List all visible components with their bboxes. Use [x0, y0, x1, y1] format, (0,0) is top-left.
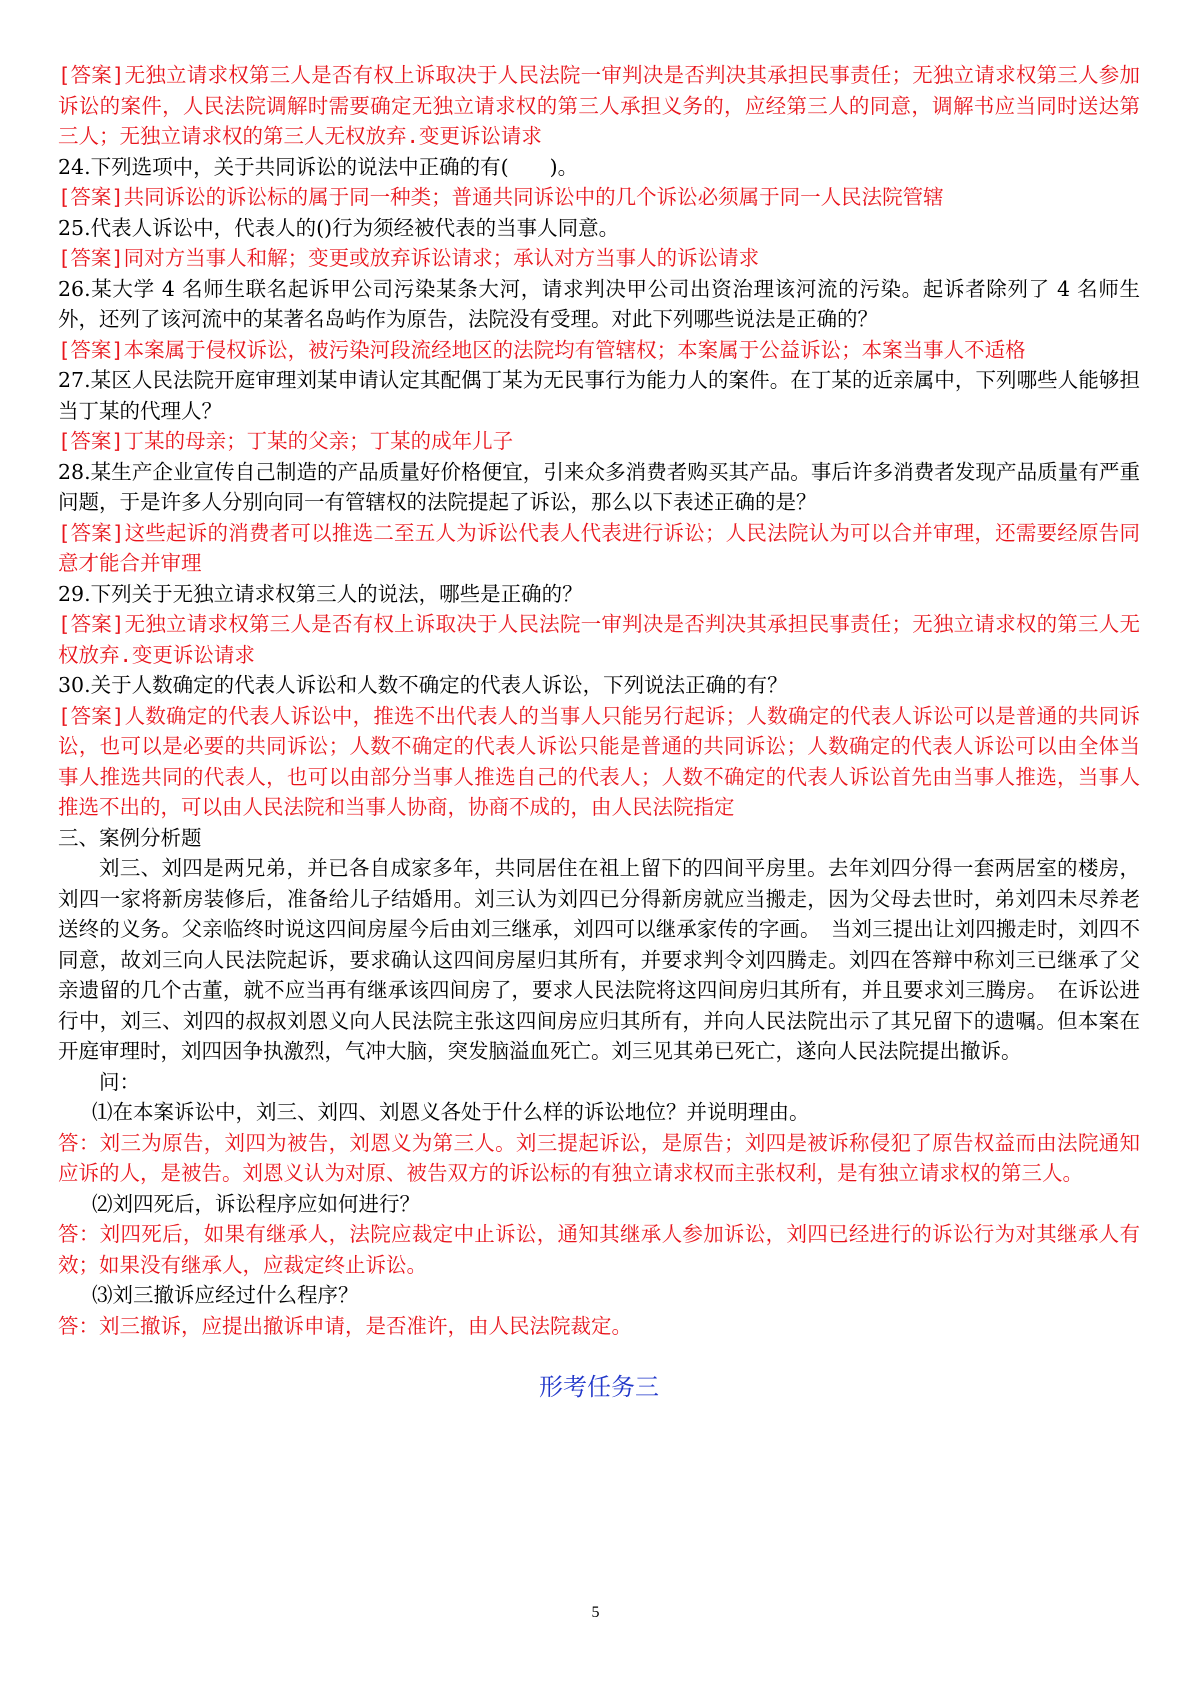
question-30: 30.关于人数确定的代表人诉讼和人数不确定的代表人诉讼，下列说法正确的有？: [58, 673, 788, 697]
question-28: 28.某生产企业宣传自己制造的产品质量好价格便宜，引来众多消费者购买其产品。事后许多消费者发现产品质量有严重问题，于是许多人分别向同一有管辖权的法院提起了诉讼，那么以下表述正确的是？: [58, 459, 1140, 514]
case-question-1: ⑴在本案诉讼中，刘三、刘四、刘恩义各处于什么样的诉讼地位？并说明理由。: [92, 1100, 810, 1124]
page-number: 5: [591, 1604, 600, 1621]
answer-26: [答案]本案属于侵权诉讼，被污染河段流经地区的法院均有管辖权；本案属于公益诉讼；本案当事人不适格: [58, 337, 1026, 362]
question-25: 25.代表人诉讼中，代表人的()行为须经被代表的当事人同意。: [58, 215, 620, 240]
case-answer-2: 答：刘四死后，如果有继承人，法院应裁定中止诉讼，通知其继承人参加诉讼，刘四已经进行的诉讼行为对其继承人有效；如果没有继承人，应裁定终止诉讼。: [58, 1222, 1140, 1277]
case-question-2: ⑵刘四死后，诉讼程序应如何进行？: [92, 1191, 420, 1216]
answer-25: [答案]同对方当事人和解；变更或放弃诉讼请求；承认对方当事人的诉讼请求: [58, 246, 760, 270]
case-section-title: 三、案例分析题: [58, 825, 202, 850]
answer-28: [答案]这些起诉的消费者可以推选二至五人为诉讼代表人代表进行诉讼；人民法院认为可以合并审理，还需要经原告同意才能合并审理: [58, 520, 1140, 575]
answer-29: [答案]无独立请求权第三人是否有权上诉取决于人民法院一审判决是否判决其承担民事责任；无独立请求权的第三人无权放弃.变更诉讼请求: [58, 612, 1140, 667]
answer-27: [答案]丁某的母亲；丁某的父亲；丁某的成年儿子: [58, 429, 514, 453]
question-24: 24.下列选项中，关于共同诉讼的说法中正确的有( )。: [58, 154, 579, 179]
case-question-3: ⑶刘三撤诉应经过什么程序？: [92, 1283, 359, 1307]
answer-30: [答案]人数确定的代表人诉讼中，推选不出代表人的当事人只能另行起诉；人数确定的代表人诉讼可以是普通的共同诉讼，也可以是必要的共同诉讼；人数不确定的代表人诉讼只能是普通的共同诉讼；人数确定的代表人诉讼可以由全体当事人推选共同的代表人，也可以由部分当事人推选自己的代表人；人数不确定的代表人诉讼首先由当事人推选，当事人推选不出的，可以由人民法院和当事人协商，协商不成的，由人民法院指定: [58, 703, 1140, 819]
case-answer-3: 答：刘三撤诉，应提出撤诉申请，是否准许，由人民法院裁定。: [58, 1313, 632, 1338]
case-description: 刘三、刘四是两兄弟，并已各自成家多年，共同居住在祖上留下的四间平房里。去年刘四分得一套两居室的楼房，刘四一家将新房装修后，准备给儿子结婚用。刘三认为刘四已分得新房就应当搬走，因为父母去世时，弟刘四未尽养老送终的义务。父亲临终时说这四间房屋今后由刘三继承，刘四可以继承家传的字画。 当刘三提出让刘四搬走时，刘四不同意，故刘三向人民法院起诉，要求确认这四间房屋归其所有，并要求判令刘四腾走。刘四在答辩中称刘三已继承了父亲遗留的几个古董，就不应当再有继承该四间房了，要求人民法院将这四间房归其所有，并且要求刘三腾房。 在诉讼进行中，刘三、刘四的叔叔刘恩义向人民法院主张这四间房应归其所有，并向人民法院出示了其兄留下的遗嘱。但本案在开庭审理时，刘四因争执激烈，气冲大脑，突发脑溢血死亡。刘三见其弟已死亡，遂向人民法院提出撤诉。: [58, 856, 1140, 1063]
answer-24: [答案]共同诉讼的诉讼标的属于同一种类；普通共同诉讼中的几个诉讼必须属于同一人民法院管辖: [58, 185, 944, 209]
case-answer-1: 答：刘三为原告，刘四为被告，刘恩义为第三人。刘三提起诉讼，是原告；刘四是被诉称侵犯了原告权益而由法院通知应诉的人，是被告。刘恩义认为对原、被告双方的诉讼标的有独立请求权而主张权利，是有独立请求权的第三人。: [58, 1130, 1140, 1185]
section-heading: 形考任务三: [539, 1373, 659, 1401]
case-question-label: 问：: [99, 1069, 140, 1094]
question-29: 29.下列关于无独立请求权第三人的说法，哪些是正确的？: [58, 581, 583, 606]
question-27: 27.某区人民法院开庭审理刘某申请认定其配偶丁某为无民事行为能力人的案件。在丁某的近亲属中，下列哪些人能够担当丁某的代理人？: [58, 368, 1140, 423]
question-26: 26.某大学 4 名师生联名起诉甲公司污染某条大河，请求判决甲公司出资治理该河流的污染。起诉者除列了 4 名师生外，还列了该河流中的某著名岛屿作为原告，法院没有受理。对此下列哪些说法是正确的？: [58, 276, 1140, 331]
answer-23: [答案]无独立请求权第三人是否有权上诉取决于人民法院一审判决是否判决其承担民事责任；无独立请求权第三人参加诉讼的案件，人民法院调解时需要确定无独立请求权的第三人承担义务的，应经第三人的同意，调解书应当同时送达第三人；无独立请求权的第三人无权放弃.变更诉讼请求: [58, 63, 1140, 148]
document-body: [58, 60, 1140, 1402]
